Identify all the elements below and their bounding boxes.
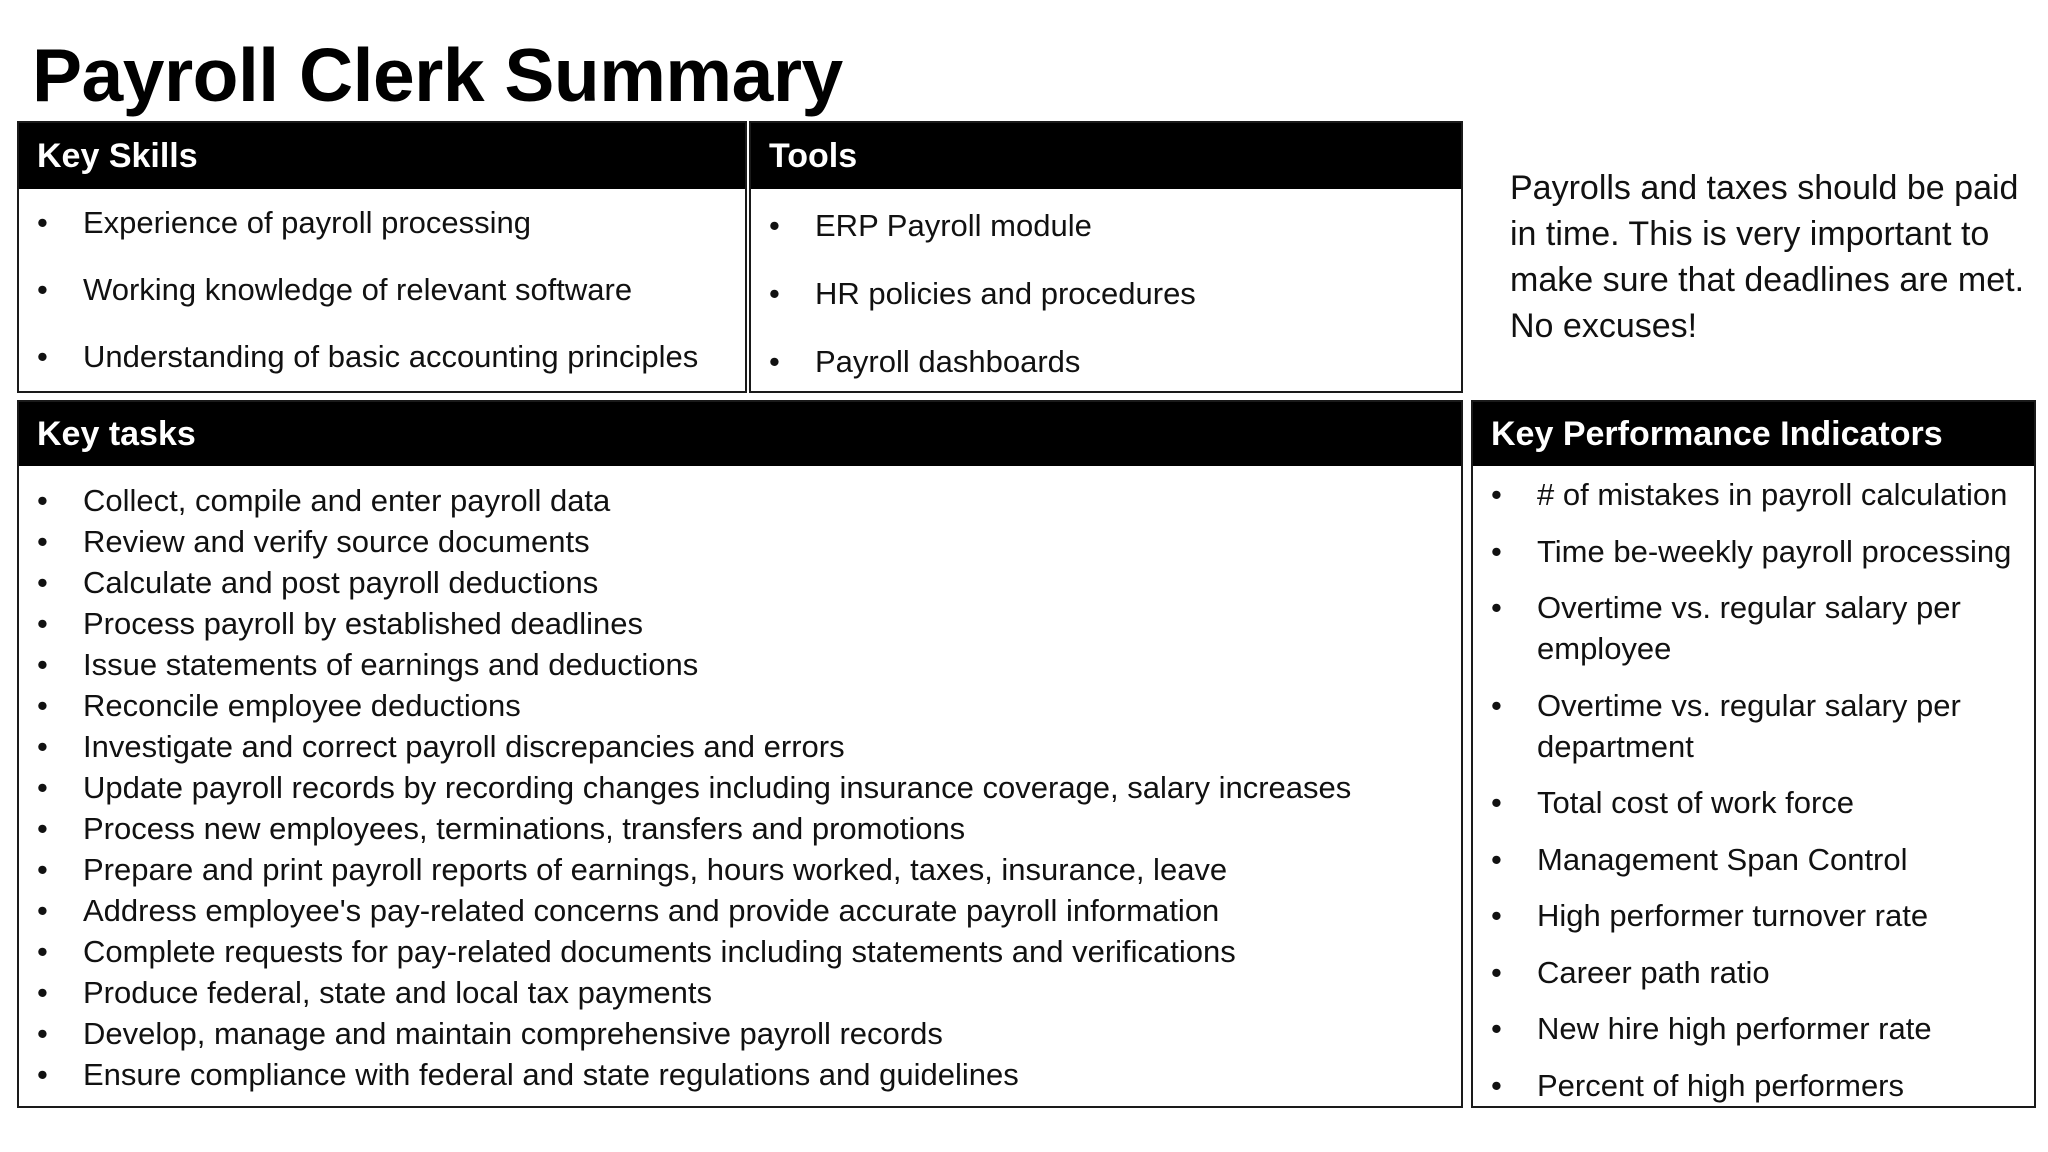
kpi-list xyxy=(1473,466,2034,1106)
deadline-note: Payrolls and taxes should be paid in time. This is very important to make sure that deadlines are met. No excuses! xyxy=(1510,169,2025,345)
key-tasks-list xyxy=(19,466,1461,1095)
list-item: • Payroll dashboards xyxy=(751,341,1461,383)
list-item: • New hire high performer rate xyxy=(1473,1008,2034,1049)
page-title: Payroll Clerk Summary xyxy=(32,33,843,117)
key-tasks-header: Key tasks xyxy=(19,402,1461,466)
list-item: • Overtime vs. regular salary per employee xyxy=(1473,587,2034,669)
tools-list xyxy=(751,189,1461,383)
key-skills-panel xyxy=(17,121,747,393)
list-item: • Update payroll records by recording changes including insurance coverage, salary increases xyxy=(19,767,1461,808)
list-item: • Develop, manage and maintain comprehensive payroll records xyxy=(19,1013,1461,1054)
key-tasks-panel xyxy=(17,400,1463,1108)
list-item: • Experience of payroll processing xyxy=(19,203,745,243)
list-item: • High performer turnover rate xyxy=(1473,895,2034,936)
kpi-header: Key Performance Indicators xyxy=(1473,402,2034,466)
kpi-panel xyxy=(1471,400,2036,1108)
list-item: • Review and verify source documents xyxy=(19,521,1461,562)
list-item: • Understanding of basic accounting principles xyxy=(19,337,745,377)
list-item: • Prepare and print payroll reports of earnings, hours worked, taxes, insurance, leave xyxy=(19,849,1461,890)
list-item: • Collect, compile and enter payroll data xyxy=(19,480,1461,521)
list-item: • # of mistakes in payroll calculation xyxy=(1473,474,2034,515)
list-item: • Address employee's pay-related concerns and provide accurate payroll information xyxy=(19,890,1461,931)
list-item: • Issue statements of earnings and deductions xyxy=(19,644,1461,685)
list-item: • ERP Payroll module xyxy=(751,205,1461,247)
list-item: • Produce federal, state and local tax payments xyxy=(19,972,1461,1013)
list-item: • Complete requests for pay-related documents including statements and verifications xyxy=(19,931,1461,972)
list-item: • Calculate and post payroll deductions xyxy=(19,562,1461,603)
list-item: • Ensure compliance with federal and state regulations and guidelines xyxy=(19,1054,1461,1095)
list-item: • Total cost of work force xyxy=(1473,782,2034,823)
list-item: • Reconcile employee deductions xyxy=(19,685,1461,726)
list-item: • Process new employees, terminations, transfers and promotions xyxy=(19,808,1461,849)
tools-header: Tools xyxy=(751,123,1461,189)
list-item: • Investigate and correct payroll discrepancies and errors xyxy=(19,726,1461,767)
list-item: • Time be-weekly payroll processing xyxy=(1473,531,2034,572)
list-item: • Working knowledge of relevant software xyxy=(19,270,745,310)
key-skills-header: Key Skills xyxy=(19,123,745,189)
list-item: • Process payroll by established deadlines xyxy=(19,603,1461,644)
list-item: • Percent of high performers xyxy=(1473,1065,2034,1106)
list-item: • HR policies and procedures xyxy=(751,273,1461,315)
list-item: • Overtime vs. regular salary per department xyxy=(1473,685,2034,767)
key-skills-list xyxy=(19,189,745,377)
list-item: • Management Span Control xyxy=(1473,839,2034,880)
list-item: • Career path ratio xyxy=(1473,952,2034,993)
tools-panel xyxy=(749,121,1463,393)
